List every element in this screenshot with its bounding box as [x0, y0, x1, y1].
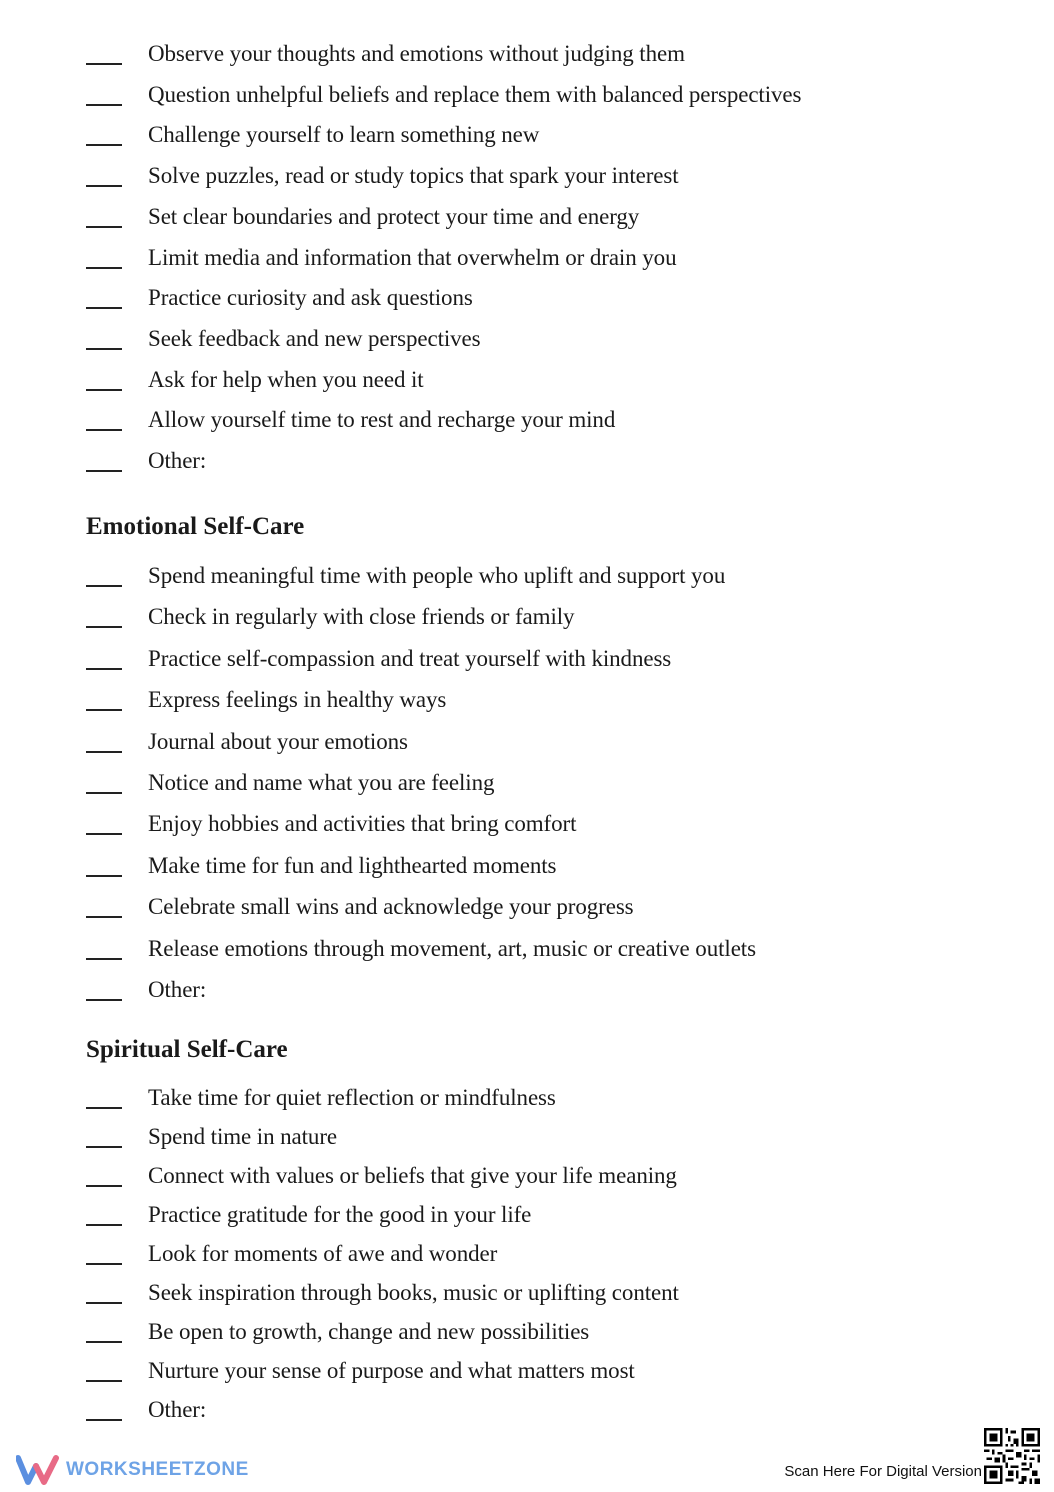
checkbox-blank-line[interactable] — [86, 626, 122, 628]
emotional-checklist-item — [86, 769, 494, 797]
checkbox-blank-line[interactable] — [86, 63, 122, 65]
checkbox-blank-line[interactable] — [86, 1341, 122, 1343]
checklist-item-label: Look for moments of awe and wonder — [148, 1241, 498, 1266]
checklist-item-label: Other: — [148, 1397, 207, 1422]
checkbox-blank-line[interactable] — [86, 1380, 122, 1382]
spiritual-checklist-item — [86, 1162, 677, 1190]
checkbox-blank-line[interactable] — [86, 1185, 122, 1187]
mental-checklist-item — [86, 203, 639, 231]
emotional-checklist-item — [86, 852, 556, 880]
spiritual-checklist-item — [86, 1279, 679, 1307]
checklist-item-label: Ask for help when you need it — [148, 366, 424, 392]
checkbox-blank-line[interactable] — [86, 1146, 122, 1148]
checklist-item-label: Seek inspiration through books, music or uplifting content — [148, 1280, 679, 1305]
checklist-item-label: Take time for quiet reflection or mindfulness — [148, 1085, 556, 1110]
checklist-item-label: Nurture your sense of purpose and what matters most — [148, 1358, 635, 1383]
checklist-item-label: Connect with values or beliefs that give your life meaning — [148, 1163, 677, 1188]
mental-checklist-item — [86, 40, 685, 68]
spiritual-checklist-item — [86, 1201, 531, 1229]
checklist-item-label: Spend time in nature — [148, 1124, 337, 1149]
mental-checklist-item — [86, 366, 424, 394]
checklist-item-label: Journal about your emotions — [148, 728, 408, 754]
spiritual-checklist-item — [86, 1357, 635, 1385]
mental-checklist-item — [86, 447, 206, 475]
checklist-item-label: Limit media and information that overwhelm or drain you — [148, 244, 677, 270]
checkbox-blank-line[interactable] — [86, 751, 122, 753]
checkbox-blank-line[interactable] — [86, 1224, 122, 1226]
brand-name: WORKSHEETZONE — [66, 1459, 249, 1480]
scan-instruction: Scan Here For Digital Version — [784, 1463, 982, 1480]
emotional-checklist-item — [86, 935, 756, 963]
checkbox-blank-line[interactable] — [86, 1107, 122, 1109]
mental-checklist-item — [86, 162, 679, 190]
mental-checklist-item — [86, 406, 615, 434]
emotional-self-care-heading: Emotional Self-Care — [86, 513, 305, 540]
checklist-item-label: Check in regularly with close friends or family — [148, 604, 575, 630]
emotional-checklist-item — [86, 686, 446, 714]
checklist-item-label: Set clear boundaries and protect your time and energy — [148, 203, 640, 229]
spiritual-checklist-item — [86, 1240, 497, 1268]
checklist-item-label: Be open to growth, change and new possibilities — [148, 1319, 590, 1344]
checkbox-blank-line[interactable] — [86, 267, 122, 269]
checkbox-blank-line[interactable] — [86, 1419, 122, 1421]
worksheetzone-logo-icon — [16, 1454, 60, 1486]
spiritual-self-care-heading: Spiritual Self-Care — [86, 1036, 288, 1063]
checkbox-blank-line[interactable] — [86, 668, 122, 670]
checkbox-blank-line[interactable] — [86, 999, 122, 1001]
checklist-item-label: Observe your thoughts and emotions without judging them — [148, 41, 685, 66]
checklist-item-label: Question unhelpful beliefs and replace them with balanced perspectives — [148, 81, 802, 107]
emotional-checklist-item — [86, 645, 671, 673]
spiritual-checklist-item — [86, 1084, 556, 1112]
spiritual-checklist-item — [86, 1318, 589, 1346]
checklist-item-label: Practice gratitude for the good in your life — [148, 1202, 532, 1227]
checkbox-blank-line[interactable] — [86, 1263, 122, 1265]
checkbox-blank-line[interactable] — [86, 429, 122, 431]
checklist-item-label: Enjoy hobbies and activities that bring comfort — [148, 811, 577, 837]
checkbox-blank-line[interactable] — [86, 185, 122, 187]
checkbox-blank-line[interactable] — [86, 348, 122, 350]
checkbox-blank-line[interactable] — [86, 144, 122, 146]
checkbox-blank-line[interactable] — [86, 585, 122, 587]
spiritual-checklist-item — [86, 1396, 206, 1424]
checkbox-blank-line[interactable] — [86, 226, 122, 228]
mental-checklist-item — [86, 81, 801, 109]
checkbox-blank-line[interactable] — [86, 875, 122, 877]
checklist-item-label: Release emotions through movement, art, music or creative outlets — [148, 935, 756, 961]
checklist-item-label: Other: — [148, 977, 207, 1002]
checkbox-blank-line[interactable] — [86, 833, 122, 835]
checkbox-blank-line[interactable] — [86, 307, 122, 309]
checkbox-blank-line[interactable] — [86, 792, 122, 794]
checklist-item-label: Solve puzzles, read or study topics that spark your interest — [148, 163, 679, 189]
emotional-checklist-item — [86, 603, 574, 631]
mental-checklist-item — [86, 325, 481, 353]
checkbox-blank-line[interactable] — [86, 470, 122, 472]
checkbox-blank-line[interactable] — [86, 1302, 122, 1304]
emotional-checklist-item — [86, 562, 725, 590]
mental-checklist-item — [86, 244, 676, 272]
checkbox-blank-line[interactable] — [86, 916, 122, 918]
checklist-item-label: Make time for fun and lighthearted moments — [148, 852, 557, 878]
checklist-item-label: Other: — [148, 448, 207, 473]
emotional-checklist-item — [86, 728, 408, 756]
qr-code-icon[interactable] — [984, 1428, 1040, 1484]
checklist-item-label: Express feelings in healthy ways — [148, 687, 447, 713]
emotional-checklist-item — [86, 810, 576, 838]
checkbox-blank-line[interactable] — [86, 709, 122, 711]
mental-checklist-item — [86, 284, 473, 312]
emotional-checklist-item — [86, 976, 206, 1004]
worksheetzone-brand[interactable] — [16, 1454, 249, 1486]
checklist-item-label: Allow yourself time to rest and recharge your mind — [148, 407, 616, 433]
checklist-item-label: Seek feedback and new perspectives — [148, 325, 481, 351]
checklist-item-label: Challenge yourself to learn something new — [148, 122, 540, 148]
checklist-item-label: Practice curiosity and ask questions — [148, 285, 473, 311]
mental-checklist-item — [86, 121, 539, 149]
checkbox-blank-line[interactable] — [86, 389, 122, 391]
checklist-item-label: Spend meaningful time with people who uplift and support you — [148, 563, 726, 588]
checklist-item-label: Notice and name what you are feeling — [148, 770, 495, 795]
checkbox-blank-line[interactable] — [86, 958, 122, 960]
checklist-item-label: Celebrate small wins and acknowledge your progress — [148, 894, 634, 920]
emotional-checklist-item — [86, 893, 634, 921]
checklist-item-label: Practice self-compassion and treat yourself with kindness — [148, 645, 672, 671]
spiritual-checklist-item — [86, 1123, 337, 1151]
checkbox-blank-line[interactable] — [86, 104, 122, 106]
